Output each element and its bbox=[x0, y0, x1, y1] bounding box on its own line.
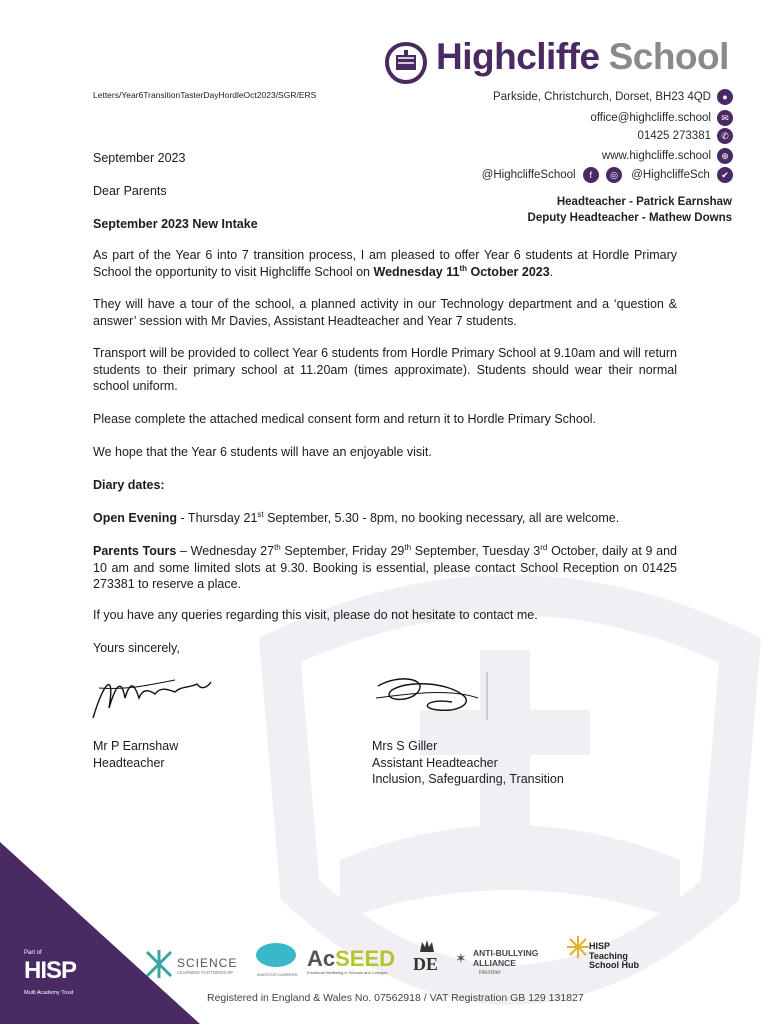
star-icon: ✶ bbox=[455, 950, 467, 966]
paragraph-transport: Transport will be provided to collect Year 6 students from Hordle Primary School at 9.10am and will return students to their primary school at 11.20am (times approximate). Students should wear their normal school uniform. bbox=[93, 346, 677, 393]
location-pin-icon: ● bbox=[717, 89, 733, 105]
paragraph-consent: Please complete the attached medical consent form and return it to Hordle Primary School. bbox=[93, 412, 597, 426]
paragraph-enjoy: We hope that the Year 6 students will have an enjoyable visit. bbox=[93, 445, 432, 459]
open-evening-line: Open Evening - Thursday 21st September, 5.30 - 8pm, no booking necessary, all are welcome. bbox=[93, 509, 620, 525]
paragraph-intro: As part of the Year 6 into 7 transition process, I am pleased to offer Year 6 students at Hordle Primary School the opportunity to visit Highcliffe School on Wednesday 11th October 2023. bbox=[93, 248, 677, 279]
registration-line: Registered in England & Wales No. 07562918 / VAT Registration GB 129 131827 bbox=[207, 992, 584, 1004]
acseed-logo: AcSEED Emotional Wellbeing in Schools and Colleges bbox=[307, 946, 396, 975]
phone-line: 01425 273381 ✆ bbox=[637, 128, 733, 144]
website-line: www.highcliffe.school ⊕ bbox=[602, 148, 733, 164]
school-crest-icon bbox=[383, 42, 429, 84]
diary-heading: Diary dates: bbox=[93, 478, 165, 492]
salutation: Dear Parents bbox=[93, 184, 167, 198]
headteacher-line: Headteacher - Patrick Earnshaw bbox=[556, 196, 732, 208]
email-line: office@highcliffe.school ✉ bbox=[590, 110, 733, 126]
letter-date: September 2023 bbox=[93, 151, 186, 165]
social-line: @HighcliffeSchool f ◎ @HighcliffeSch ✔ bbox=[482, 167, 733, 183]
signatory-2: Mrs S Giller Assistant Headteacher Inclusion, Safeguarding, Transition bbox=[372, 739, 564, 786]
science-star-icon bbox=[145, 950, 173, 978]
address-line: Parkside, Christchurch, Dorset, BH23 4QD ● bbox=[493, 89, 733, 105]
letter-reference: Letters/Year6TransitionTasterDayHordleOct2023/SGR/ERS bbox=[93, 90, 317, 100]
paragraph-queries: If you have any queries regarding this visit, please do not hesitate to contact me. bbox=[93, 608, 538, 622]
trust-label: Multi Academy Trust bbox=[24, 990, 74, 996]
hub-burst-icon bbox=[567, 936, 589, 958]
globe-icon: ⊕ bbox=[717, 148, 733, 164]
signatory-1: Mr P Earnshaw Headteacher bbox=[93, 739, 179, 770]
school-logo-text: Highcliffe School bbox=[436, 36, 729, 77]
crown-icon bbox=[419, 938, 435, 954]
phone-icon: ✆ bbox=[717, 128, 733, 144]
deputy-line: Deputy Headteacher - Mathew Downs bbox=[527, 212, 732, 224]
closing: Yours sincerely, bbox=[93, 641, 180, 655]
paragraph-tour: They will have a tour of the school, a planned activity in our Technology department and a ‘question & answer’ session with Mr Davies, Assistant Headteacher and Year 7 students. bbox=[93, 297, 677, 328]
instagram-icon: ◎ bbox=[606, 167, 622, 183]
signature-earnshaw-image bbox=[85, 668, 215, 724]
facebook-icon: f bbox=[583, 167, 599, 183]
signature-giller-image bbox=[368, 668, 493, 724]
hisp-logo: HISP bbox=[24, 957, 77, 984]
parents-tours-paragraph: Parents Tours – Wednesday 27th September, Friday 29th September, Tuesday 3rd October, daily at 9 and 10 am and some limited slots at 9.30. Booking is essential, please contact School Reception on 01425 273381 to reserve a place. bbox=[93, 542, 678, 591]
purple-corner-shape bbox=[0, 842, 200, 1024]
part-of-label: Part of bbox=[24, 950, 42, 956]
subject-line: September 2023 New Intake bbox=[93, 217, 258, 231]
twitter-icon: ✔ bbox=[717, 167, 733, 183]
investor-cloud-icon bbox=[255, 942, 297, 968]
email-icon: ✉ bbox=[717, 110, 733, 126]
